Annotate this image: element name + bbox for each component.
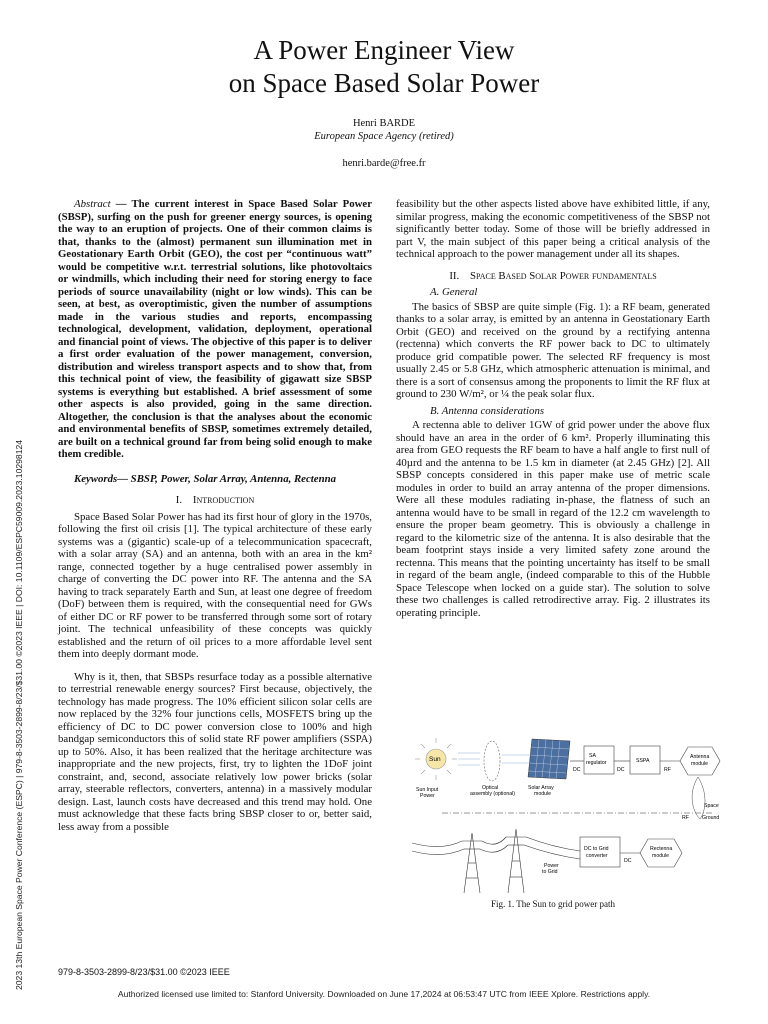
fig-regulator-label: regulator (586, 760, 607, 766)
fig-dc-to-grid-label: DC to Grid (584, 846, 609, 852)
section-2-heading (396, 270, 710, 283)
left-column (58, 198, 372, 833)
abstract-text: — The current interest in Space Based Solar Power (SBSP), surfing on the push for greener energy sources, is opening the way to an eruption of projects. One of their common claims is that, thanks to the (almost) permanent sun illumination met in Geostationary Earth Orbit (GEO), the cost per “continuous watt” would be competitive w.r.t. terrestrial solutions, like photovoltaics or windmills, which including their need for storing energy to face periods of source unavailability (night or low winds). This can be seen, at best, as overoptimistic, given the number of assumptions made in the various studies and reports, encompassing technological, development, validation, deployment, operational and financial point of views. The objective of this paper is to deliver a first order evaluation of the power management, conversion, distribution and wireless transport aspects and to show that, from this technical point of view, the feasibility of gigawatt size SBSP systems is everything but established. A brief assessment of some other aspects is also provided, going in the same direction. Altogether, the conclusion is that the analyses about the economic and environmental benefits of SBSP, sometimes extremely detailed, are built on a technical ground far from being solid enough to make them credible. (58, 198, 372, 460)
fig-ground-label: Ground (702, 815, 720, 821)
fig-dc-label-2: DC (617, 767, 625, 773)
fig-power-label: Power (420, 793, 435, 799)
intro-paragraph-2: Why is it, then, that SBSPs resurface today as a possible alternative to terrestrial renewable energy sources? First because, objectively, the technology has made progress. The 10% efficient silicon solar cells are now replaced by the 32% four junctions cells, MOSFETS bring up the efficiency of DC to DC power conversion close to 100% and high bandgap semiconductors this of solid state RF power amplifiers (SSPA) up to 50%. Also, it has been realized that the heritage architecture was inappropriate and the new projects, first, try to lighten the 1DoF joint constraint, and, second, associate relatively low power bricks (solar array, steerable reflectors, converters, antenna) in a massively modular design. Last, launch costs have decreased and this trend may hold. One must acknowledge that these facts bring SBSP closer to or, better said, less away from a possible (58, 670, 372, 833)
figure-caption: Fig. 1. The Sun to grid power path (490, 899, 616, 909)
right-column (396, 198, 710, 619)
antenna-paragraph: A rectenna able to deliver 1GW of grid power under the above flux should have an area in the order of 6 km². Properly illuminating this area from GEO requests the RF beam to have a half angle to first null of 40µrd and the antenna to be 1.5 km in diameter (at 2.45 GHz) [2]. All SBSP concepts considered in this paper make use of metric scale modules in order to build an array antenna of the proper dimensions. Were all these modules radiating in-phase, the flatness of such an antenna would have to be small in regard of the 12.2 cm wavelength to ensure the proper beam geometry. This is obviously a challenge in regard to the kilometric size of the antenna. It is also desirable that the beam footprint stays inside a very limited safety zone around the rectenna. This means that the pointing uncertainty has itself to be small in regard of the beam angle, (indeed comparable to this of the Hubble Space Telescope when locked on a guide star). The solution to solve these two challenges is called retrodirective array. Fig. 2 illustrates its operating principle. (396, 419, 710, 619)
title-line-1: A Power Engineer View (253, 35, 515, 65)
fig-dc-label-1: DC (573, 767, 581, 773)
section-1-title: Introduction (192, 494, 255, 506)
fig-to-grid-label: to Grid (542, 869, 558, 875)
solar-array-icon (528, 739, 570, 779)
section-1-heading (58, 494, 372, 507)
section-2-number: II. (449, 269, 460, 282)
fig-rectenna-label: Rectenna (650, 846, 673, 852)
footer-copyright: 979-8-3503-2899-8/23/$31.00 ©2023 IEEE (58, 967, 230, 977)
fig-assembly-label: assembly (optional) (470, 791, 515, 797)
fig-antenna-label: Antenna (690, 754, 710, 760)
conference-sidebar: 2023 13th European Space Power Conference (ESPC) | 979-8-3503-2899-8/23/$31.00 ©2023 IEEE | DOI: 10.1109/ESPC59009.2023.10298124 (14, 439, 24, 990)
sun-rays (458, 753, 480, 765)
sun-to-grid-figure (412, 733, 726, 893)
fig-antenna-module-label: module (691, 761, 709, 767)
author-affiliation: European Space Agency (retired) (314, 131, 454, 142)
continued-paragraph: feasibility but the other aspects listed above have exhibited little, if any, similar progress, making the economic competitiveness of the SBSP not significantly better today. Some of those will be briefly addressed in part V, the main subject of this paper being a critical analysis of the technical approach to the power management under all its shapes. (396, 198, 710, 260)
title-line-2: on Space Based Solar Power (228, 68, 540, 98)
general-paragraph: The basics of SBSP are quite simple (Fig. 1): a RF beam, generated thanks to a solar array, is emitted by an antenna in Geostationary Earth Orbit (GEO) and received on the ground by a rectifying antenna (rectenna) which converts the RF power back to DC to ultimately produce grid compatible power. The selected RF frequency is most usually 2.45 or 5.8 GHz, which atmospheric attenuation is minimal, and there is a sort of consensus among the proponents to limit the RF flux at ground to 230 W/m², or ¼ the peak solar flux. (396, 300, 710, 400)
fig-sspa-label: SSPA (636, 758, 650, 764)
subsection-b-heading: B. Antenna considerations (430, 404, 545, 417)
dc-to-grid-converter-box (580, 837, 620, 867)
author-block (0, 117, 768, 143)
transmission-pylons-icon (412, 829, 580, 893)
section-1-number: I. (175, 494, 183, 506)
fig-power-to-label: Power (544, 863, 559, 869)
fig-rf-label-2: RF (682, 815, 689, 821)
fig-sa-label: SA (589, 753, 596, 759)
fig-dc-label-3: DC (624, 858, 632, 864)
paper-title (0, 34, 768, 100)
optical-assembly-shape (484, 741, 500, 781)
fig-sun-label: Sun (429, 756, 441, 763)
intro-paragraph-1: Space Based Solar Power has had its first hour of glory in the 1970s, following the first oil crisis [1]. The typical architecture of these early systems was a (gigantic) scale-up of a telecommunication spacecraft, with a solar array (SA) and an antenna, both with an area in the km² range, connected together by a huge centralised power assembly in charge of converting the DC power into RF. The antenna and the SA having to track separately Earth and Sun, at least one degree of freedom (DoF) between them is required, with the consequential need for GWs of either DC or RF power to be transferred through some sort of rotary joint. The technical unfeasibility of these concepts was quickly established and the return of oil prices to a more affordable level sent them into deeply dormant mode. (58, 510, 372, 660)
keywords: Keywords— SBSP, Power, Solar Array, Antenna, Rectenna (74, 472, 336, 485)
footer-license-notice: Authorized licensed use limited to: Stanford University. Downloaded on June 17,2024 at 06:53:47 UTC from IEEE Xplore. Restrictions apply. (117, 989, 651, 999)
author-name: Henri BARDE (352, 118, 416, 129)
abstract (58, 198, 372, 461)
fig-optical-label: Optical (482, 785, 499, 791)
abstract-label: Abstract (74, 198, 111, 210)
fig-sun-input-label: Sun Input (416, 787, 439, 793)
fig-rectenna-module-label: module (652, 853, 670, 859)
author-email[interactable]: henri.barde@free.fr (342, 158, 426, 169)
section-2-title: Space Based Solar Power fundamentals (470, 269, 657, 282)
fig-module-label: module (534, 791, 552, 797)
fig-rf-label-1: RF (664, 767, 671, 773)
fig-converter-label: converter (586, 853, 608, 859)
fig-solar-array-label: Solar Array (528, 785, 554, 791)
fig-space-label: Space (704, 803, 719, 809)
subsection-a-heading: A. General (430, 286, 478, 298)
